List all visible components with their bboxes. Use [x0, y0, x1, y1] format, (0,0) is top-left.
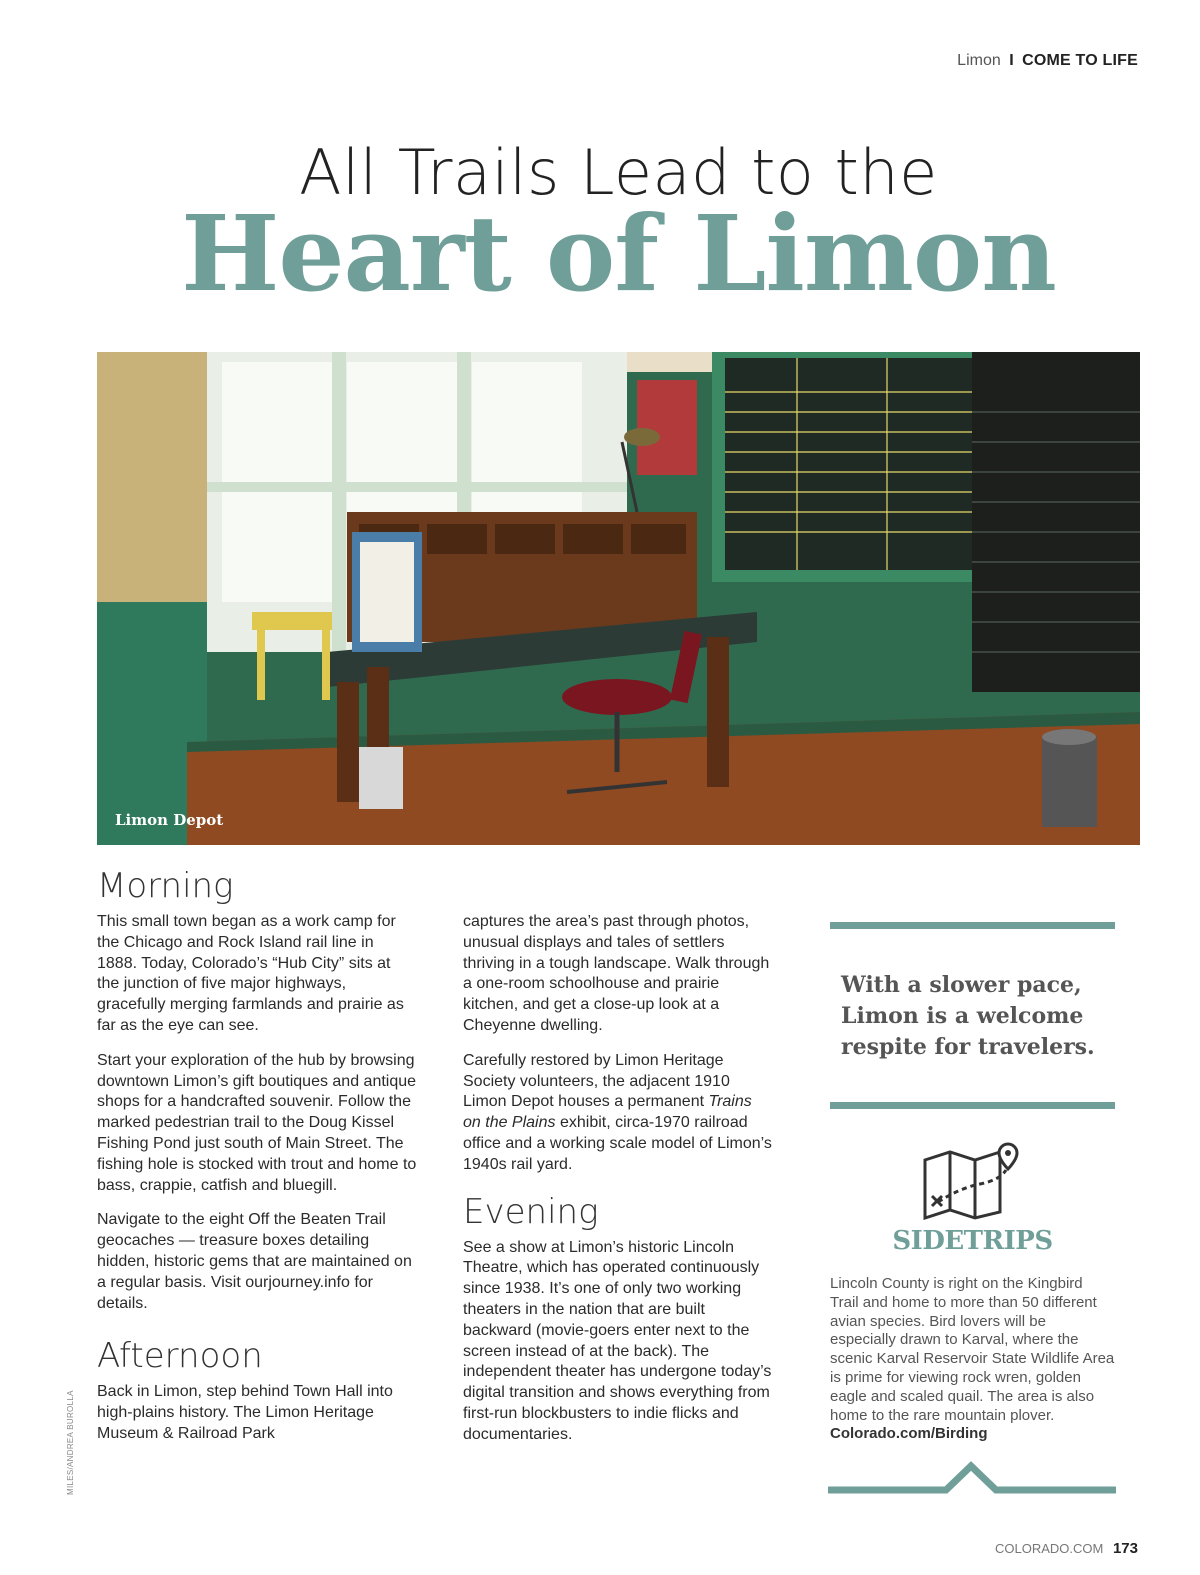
afternoon-p2-before: Carefully restored by Limon Heritage Society volunteers, the adjacent 1910 Limon Depot houses a permanent: [463, 1051, 730, 1111]
running-head: [957, 52, 1138, 70]
pullquote: With a slower pace, Limon is a welcome respite for travelers.: [841, 972, 1095, 1060]
column-1: [97, 866, 417, 1459]
page-number: 173: [1112, 1540, 1138, 1557]
page-footer: [995, 1540, 1138, 1557]
pullquote-top-rule: [830, 922, 1115, 929]
photo-caption: Limon Depot: [115, 811, 224, 829]
sidetrips-heading: SIDETRIPS: [892, 1226, 1053, 1256]
exhibit-title: Trains on the Plains: [463, 1093, 752, 1132]
running-head-separator: I: [1009, 52, 1014, 69]
morning-paragraph-1: This small town began as a work camp for the Chicago and Rock Island rail line in 1888. Today, Colorado’s “Hub City” sits at the junction of five major highways, gracefully merging farmlands and prairie as far as the eye can see.: [97, 913, 404, 1034]
running-head-town: Limon: [957, 52, 1001, 69]
evening-paragraph: See a show at Limon’s historic Lincoln Theatre, which has operated continuously since 1938. It’s one of only two working theaters in the nation that are built backward (movie-goers enter next to the screen instead of at the back). The independent theater has undergone today’s digital transition and shows everything from first-run blockbusters to indie flicks and documentaries.: [463, 1238, 772, 1443]
morning-paragraph-2: Start your exploration of the hub by browsing downtown Limon’s gift boutiques and antique shops for a handcrafted souvenir. Follow the marked pedestrian trail to the Doug Kissel Fishing Pond just south of Main Street. The fishing hole is stocked with trout and home to bass, crappie, catfish and bluegill.: [97, 1051, 417, 1194]
title-line-1: All Trails Lead to the: [299, 136, 938, 209]
limon-depot-photo: [97, 352, 1140, 845]
afternoon-paragraph-1-continued: captures the area’s past through photos, unusual displays and tales of settlers thriving in a tough landscape. Walk through a one-room schoolhouse and prairie kitchen, and get a close-up look at a Cheyenne dwelling.: [463, 913, 770, 1034]
title-line-2: Heart of Limon: [181, 192, 1056, 315]
evening-heading: Evening: [463, 1191, 599, 1232]
photo-credit: MILES/ANDREA BUROLLA: [66, 1390, 75, 1495]
afternoon-paragraph-1-start: Back in Limon, step behind Town Hall into high-plains history. The Limon Heritage Museum & Railroad Park: [97, 1383, 393, 1442]
running-head-section: COME TO LIFE: [1022, 52, 1138, 69]
birding-link[interactable]: Colorado.com/Birding: [830, 1425, 988, 1443]
afternoon-p2-after: exhibit, circa-1970 railroad office and a working scale model of Limon’s 1940s rail yard.: [463, 1114, 772, 1173]
afternoon-heading: Afternoon: [97, 1336, 263, 1377]
pullquote-bottom-rule: [830, 1102, 1115, 1109]
footer-site: COLORADO.COM: [995, 1541, 1104, 1556]
depot-interior-illustration: [97, 352, 1140, 845]
morning-paragraph-3: Navigate to the eight Off the Beaten Trail geocaches — treasure boxes detailing hidden, historic gems that are maintained on a regular basis. Visit ourjourney.info for details.: [97, 1211, 412, 1312]
sidetrips-bottom-rule: [828, 1460, 1118, 1501]
sidetrips-text: Lincoln County is right on the Kingbird Trail and home to more than 50 different avian species. Bird lovers will be especially drawn to Karval, where the scenic Karval Reservoir State Wildlife Area is prime for viewing rock wren, golden eagle and scaled quail. The area is also home to the rare mountain plover.: [830, 1275, 1115, 1424]
map-pin-icon: [920, 1140, 1024, 1225]
afternoon-paragraph-2: [463, 1051, 773, 1176]
column-2: [463, 912, 773, 1460]
morning-heading: Morning: [97, 866, 234, 906]
sidetrips-body: [830, 1275, 1115, 1444]
